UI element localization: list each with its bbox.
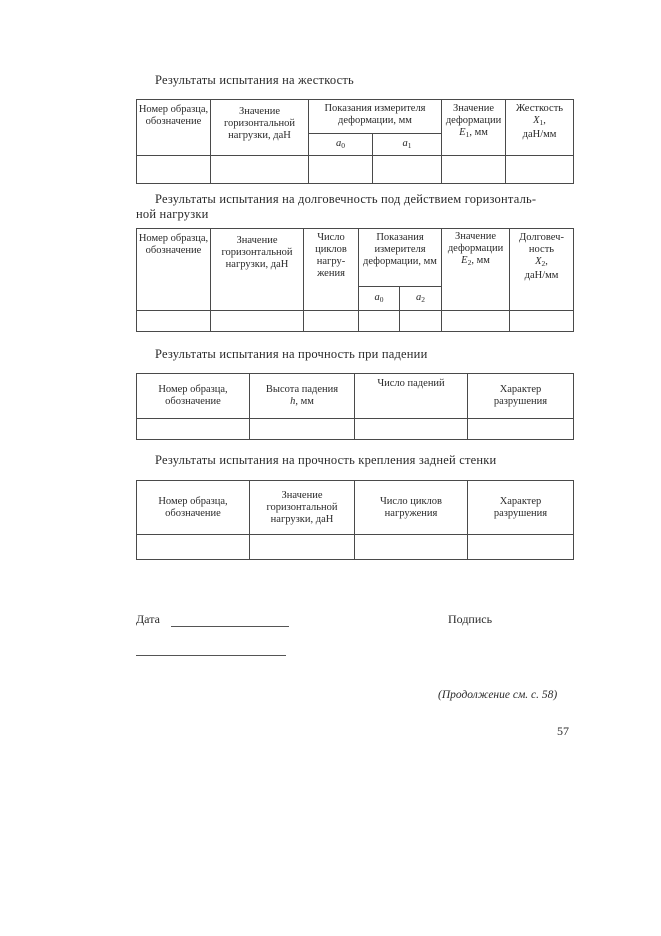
section2-heading-line2: ной нагрузки [136, 207, 209, 221]
section3-heading: Результаты испытания на прочность при падении [155, 347, 428, 361]
table-cell [250, 535, 355, 560]
table-cell [355, 535, 468, 560]
header-load-cycles: Число циклов нагружения [355, 481, 468, 535]
continuation-note: (Продолжение см. с. 58) [438, 689, 558, 701]
table-cell [309, 156, 373, 184]
header-stiffness: Жесткость $X_1$, даН/мм [506, 100, 574, 156]
table-cell [304, 311, 359, 332]
table-cell [442, 156, 506, 184]
table-cell [442, 311, 510, 332]
date-line [171, 626, 289, 627]
header-gauge-a2: $a_2$ [400, 287, 442, 311]
header-number-of-falls: Число падений [355, 374, 468, 419]
back-panel-strength-results-table [136, 480, 574, 560]
stiffness-results-table [136, 99, 574, 184]
header-load-cycles: Число циклов нагру-жения [304, 229, 359, 311]
header-sample-number: Номер образца, обозначение [137, 100, 211, 156]
page-number: 57 [557, 724, 569, 738]
section1-heading: Результаты испытания на жесткость [155, 73, 354, 87]
header-gauge-a0: $a_0$ [359, 287, 400, 311]
header-sample-number: Номер образца, обозначение [137, 374, 250, 419]
header-damage-type: Характер разрушения [468, 374, 574, 419]
section4-heading: Результаты испытания на прочность крепления задней стенки [155, 453, 497, 467]
header-durability: Долговеч-ность $X_2$, даН/мм [510, 229, 574, 311]
table-cell [250, 419, 355, 440]
durability-results-table [136, 228, 574, 332]
signature-line [136, 655, 286, 656]
table-cell [355, 419, 468, 440]
table-cell [137, 535, 250, 560]
header-gauge-a0: $a_0$ [309, 134, 373, 156]
table-cell [468, 535, 574, 560]
table-cell [137, 311, 211, 332]
header-sample-number: Номер образца, обозначение [137, 481, 250, 535]
table-cell [373, 156, 442, 184]
table-cell [468, 419, 574, 440]
header-gauge-a1: $a_1$ [373, 134, 442, 156]
table-cell [137, 156, 211, 184]
table-row [137, 419, 574, 440]
table-cell [400, 311, 442, 332]
table-cell [510, 311, 574, 332]
header-horizontal-load: Значение горизонтальной нагрузки, даН [211, 229, 304, 311]
table-cell [211, 156, 309, 184]
header-damage-type: Характер разрушения [468, 481, 574, 535]
header-sample-number: Номер образца, обозначение [137, 229, 211, 311]
header-deformation-value: Значение деформации $E_1$, мм [442, 100, 506, 156]
table-row [137, 311, 574, 332]
header-gauge-readings: Показания измерителя деформации, мм [309, 100, 442, 134]
header-deformation-value: Значение деформации $E_2$, мм [442, 229, 510, 311]
header-drop-height: Высота падения h, мм [250, 374, 355, 419]
date-label: Дата [136, 612, 160, 626]
table-row [137, 535, 574, 560]
header-gauge-readings: Показания измерителя деформации, мм [359, 229, 442, 287]
table-row [137, 156, 574, 184]
drop-strength-results-table [136, 373, 574, 440]
section2-heading-line1: Результаты испытания на долговечность под действием горизонталь- [155, 192, 537, 206]
signature-label: Подпись [448, 612, 493, 626]
table-cell [211, 311, 304, 332]
header-horizontal-load: Значение горизонтальной нагрузки, даН [211, 100, 309, 156]
table-cell [506, 156, 574, 184]
header-horizontal-load: Значение горизонтальной нагрузки, даН [250, 481, 355, 535]
table-cell [137, 419, 250, 440]
table-cell [359, 311, 400, 332]
